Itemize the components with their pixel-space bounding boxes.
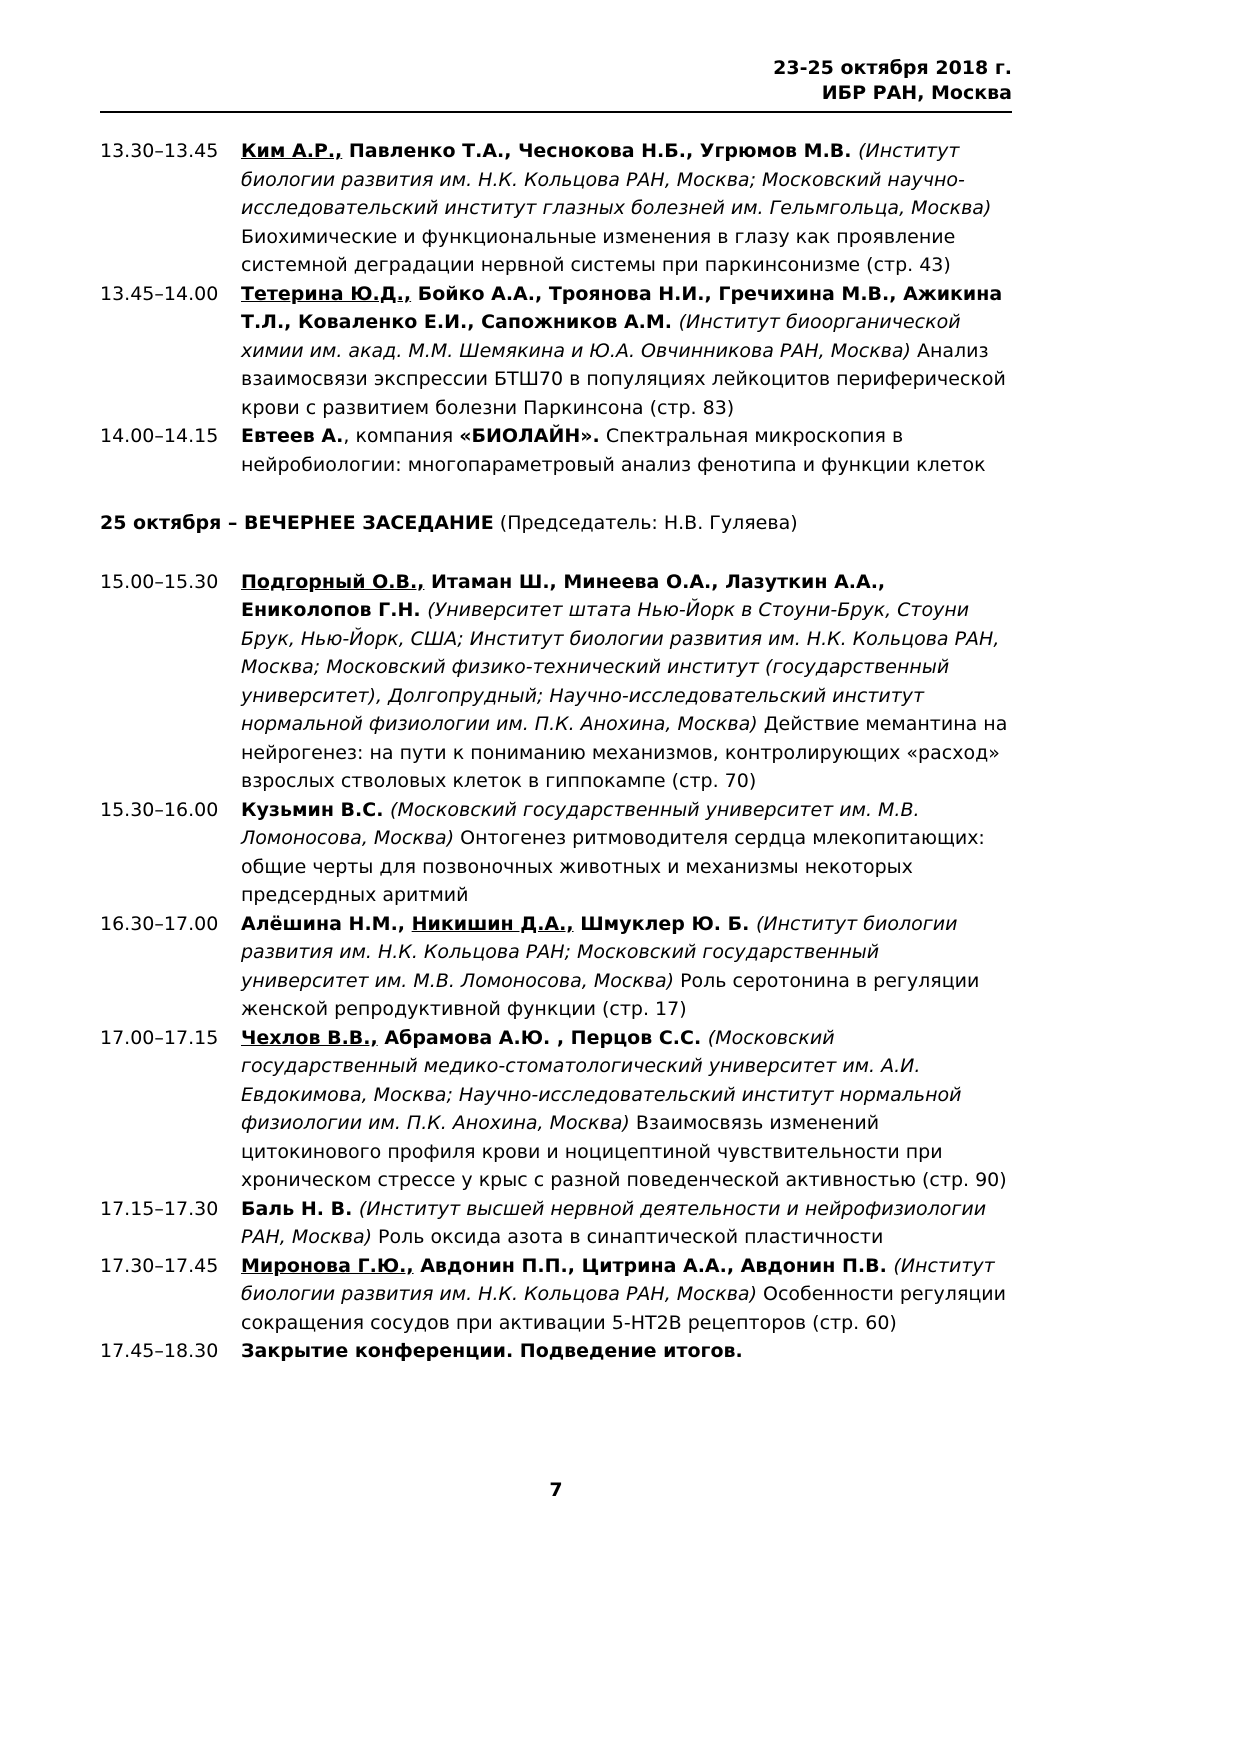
schedule-entry [100,1337,1012,1366]
entry-text [241,910,1012,1024]
text-segment: (Университет штата Нью-Йорк в Стоуни-Брук, Стоуни Брук, Нью-Йорк, США; Институт биологии развития им. Н.К. Кольцова РАН, Москва; Московский физико-технический институт (государственный университет), Долгопрудный; Научно-исследовательский институт нормальной физиологии им. П.К. Анохина, Москва) [241,599,1000,736]
session-heading [100,509,1012,538]
text-segment: Бойко А.А., Троянова Н.И., Гречихина М.В., Ажикина Т.Л., Коваленко Е.И., Сапожников А.М. [241,282,1003,334]
text-segment: Действие мемантина на нейрогенез: на пути к пониманию механизмов, контролирующих «расход» взрослых стволовых клеток в гиппокампе (стр. 70) [241,713,1008,793]
text-segment: Ким А.Р., [241,140,343,163]
header-date: 23-25 октября 2018 г. [773,57,1012,79]
text-segment: (Московский государственный университет им. М.В. Ломоносова, Москва) [241,798,920,850]
entry-text [241,422,1012,479]
text-segment: Анализ взаимосвязи экспрессии БТШ70 в популяциях лейкоцитов периферической крови с развитием болезни Паркинсона (стр. 83) [241,339,1006,419]
text-segment: Роль серотонина в регуляции женской репродуктивной функции (стр. 17) [241,969,980,1021]
entry-time: 17.00–17.15 [100,1026,219,1049]
text-segment: Кузьмин В.С. [241,798,391,821]
entry-time: 15.30–16.00 [100,798,219,821]
text-segment: Подгорный О.В., [241,570,425,593]
text-segment: Итаман Ш., Минеева О.А., Лазуткин А.А., Ениколопов Г.Н. [241,570,886,622]
text-segment: (Институт биоорганической химии им. акад. М.М. Шемякина и Ю.А. Овчинникова РАН, Москва) [241,311,961,362]
entry-text [241,280,1012,423]
schedule-entry [100,137,1012,280]
entry-time: 13.45–14.00 [100,282,219,305]
schedule-entry [100,1252,1012,1338]
text-segment: (Институт биологии развития им. Н.К. Кольцова РАН; Московский государственный университет им. М.В. Ломоносова, Москва) [241,912,958,992]
text-segment: , компания [343,425,460,448]
entry-time: 16.30–17.00 [100,912,219,935]
text-segment: Павленко Т.А., Чеснокова Н.Б., Угрюмов М.В. [342,140,859,163]
text-segment: Авдонин П.П., Цитрина А.А., Авдонин П.В. [413,1254,894,1277]
schedule-entry [100,1195,1012,1252]
text-segment: Баль Н. В. [241,1197,359,1220]
entry-text [241,1195,1012,1252]
text-segment: Онтогенез ритмоводителя сердца млекопитающих: общие черты для позвоночных животных и механизмы некоторых предсердных аритмий [241,827,985,907]
text-segment: Чехлов В.В., [241,1026,378,1049]
entry-time: 17.30–17.45 [100,1254,219,1277]
text-segment: Спектральная микроскопия в нейробиологии: многопараметровый анализ фенотипа и функции клеток [241,425,986,476]
entry-text [241,1337,1012,1366]
entry-time: 17.15–17.30 [100,1197,219,1220]
text-segment: (Председатель: Н.В. Гуляева) [493,512,798,535]
entry-text [241,137,1012,280]
schedule-entry [100,910,1012,1024]
entry-time: 15.00–15.30 [100,570,219,593]
entry-time: 14.00–14.15 [100,425,219,448]
text-segment: «БИОЛАЙН». [459,425,600,448]
text-segment: Взаимосвязь изменений цитокинового профиля крови и ноцицептиной чувствительности при хроническом стрессе у крыс с разной поведенческой активностью (стр. 90) [241,1112,1007,1192]
schedule [100,137,1012,1366]
text-segment: Шмуклер Ю. Б. [573,912,756,935]
text-segment: (Институт биологии развития им. Н.К. Кольцова РАН, Москва; Московский научно-исследовательский институт глазных болезней им. Гельмгольца, Москва) [241,140,992,220]
entry-text [241,1024,1012,1195]
text-segment: Алёшина Н.М., [241,912,412,935]
text-segment: Миронова Г.Ю., [241,1254,414,1277]
entry-time: 13.30–13.45 [100,140,219,163]
text-segment: 25 октября – ВЕЧЕРНЕЕ ЗАСЕДАНИЕ [100,512,494,535]
page-header [100,56,1012,113]
schedule-entry [100,422,1012,479]
header-venue: ИБР РАН, Москва [821,81,1012,104]
text-segment: Закрытие конференции. Подведение итогов. [241,1340,743,1363]
text-segment: (Институт высшей нервной деятельности и нейрофизиологии РАН, Москва) [241,1197,987,1249]
entry-text [241,796,1012,910]
entry-text [241,568,1012,796]
entry-text [241,1252,1012,1338]
entry-time: 17.45–18.30 [100,1340,219,1363]
text-segment: Абрамова А.Ю. , Перцов С.С. [377,1026,708,1049]
page-number: 7 [549,1479,563,1501]
text-segment: Роль оксида азота в синаптической пластичности [372,1226,884,1249]
text-segment: Евтеев А. [241,425,344,448]
schedule-entry [100,1024,1012,1195]
text-segment: Никишин Д.А., [411,912,574,935]
schedule-entry [100,568,1012,796]
text-segment: (Институт биологии развития им. Н.К. Кольцова РАН, Москва) [241,1254,995,1306]
text-segment: Биохимические и функциональные изменения в глазу как проявление системной деградации нервной системы при паркинсонизме (стр. 43) [241,225,956,277]
text-segment: (Московский государственный медико-стоматологический университет им. А.И. Евдокимова, Москва; Научно-исследовательский институт нормальной физиологии им. П.К. Анохина, Москва) [241,1026,962,1135]
schedule-entry [100,796,1012,910]
text-segment: Особенности регуляции сокращения сосудов при активации 5-HT2B рецепторов (стр. 60) [241,1283,1007,1334]
schedule-entry [100,280,1012,423]
text-segment: Тетерина Ю.Д., [241,282,412,305]
